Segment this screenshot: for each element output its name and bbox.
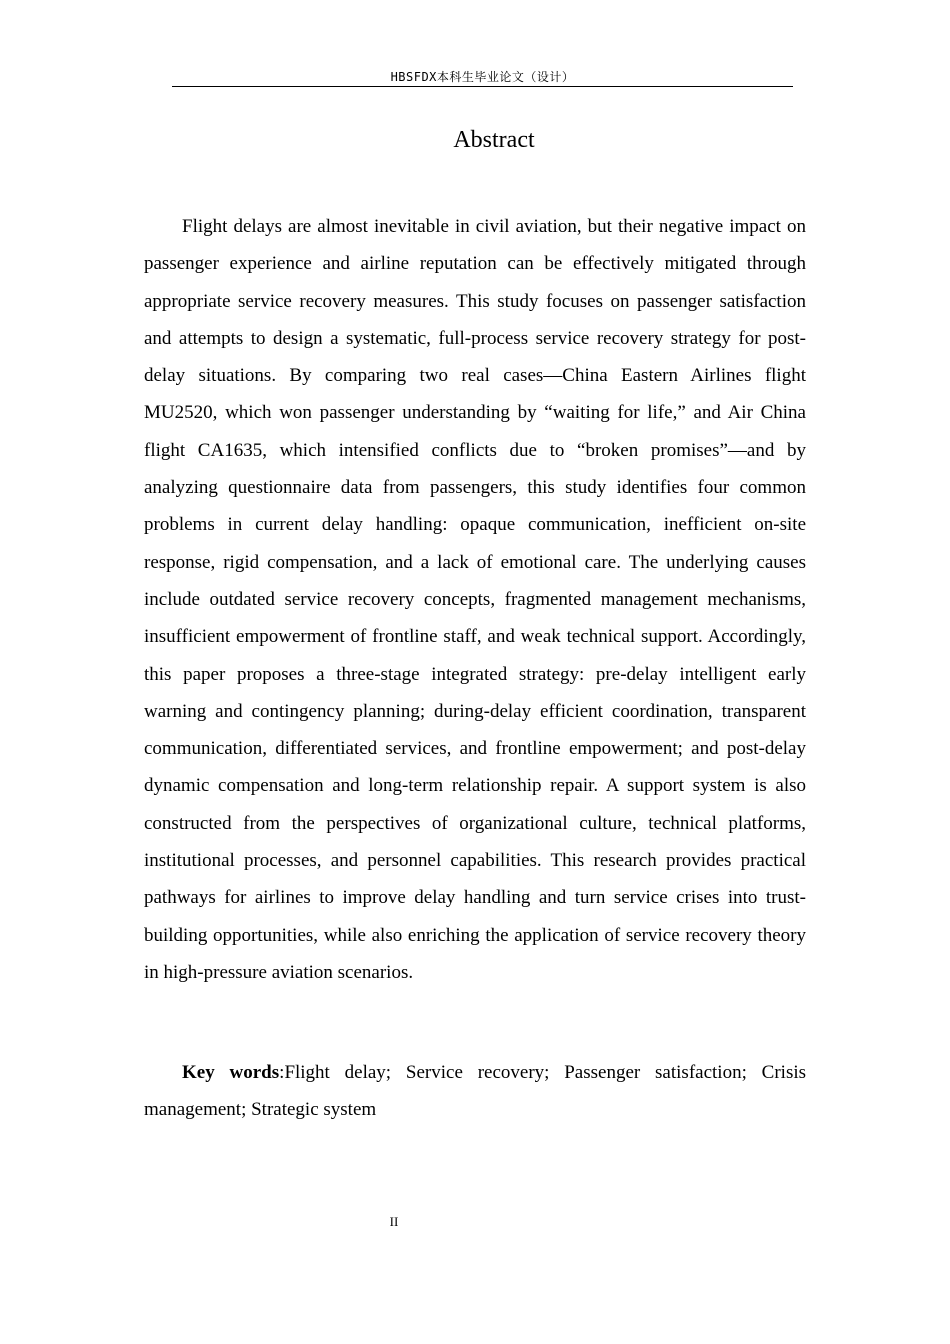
keywords-paragraph [144, 1054, 806, 1129]
keywords-text: Flight delay; Service recovery; Passenger satisfaction; Crisis management; Strategic system [144, 1062, 807, 1121]
page-number: II [389, 1214, 399, 1229]
keywords-label: Key words [182, 1062, 280, 1083]
abstract-title: Abstract [453, 127, 535, 153]
running-header: HBSFDX本科生毕业论文（设计） [172, 70, 793, 87]
abstract-body: Flight delays are almost inevitable in civil aviation, but their negative impact on passenger experience and airline reputation can be effectively mitigated through appropriate service recovery measures. This study focuses on passenger satisfaction and attempts to design a systematic, full-process service recovery strategy for post-delay situations. By comparing two real cases—China Eastern Airlines flight MU2520, which won passenger understanding by “waiting for life,” and Air China flight CA1635, which intensified conflicts due to “broken promises”—and by analyzing questionnaire data from passengers, this study identifies four common problems in current delay handling: opaque communication, inefficient on-site response, rigid compensation, and a lack of emotional care. The underlying causes include outdated service recovery concepts, fragmented management mechanisms, insufficient empowerment of frontline staff, and weak technical support. Accordingly, this paper proposes a three-stage integrated strategy: pre-delay intelligent early warning and contingency planning; during-delay efficient coordination, transparent communication, differentiated services, and frontline empowerment; and post-delay dynamic compensation and long-term relationship repair. A support system is also constructed from the perspectives of organizational culture, technical platforms, institutional processes, and personnel capabilities. This research provides practical pathways for airlines to improve delay handling and turn service crises into trust-building opportunities, while also enriching the application of service recovery theory in high-pressure aviation scenarios. [144, 216, 806, 983]
keywords-separator: : [279, 1062, 285, 1083]
